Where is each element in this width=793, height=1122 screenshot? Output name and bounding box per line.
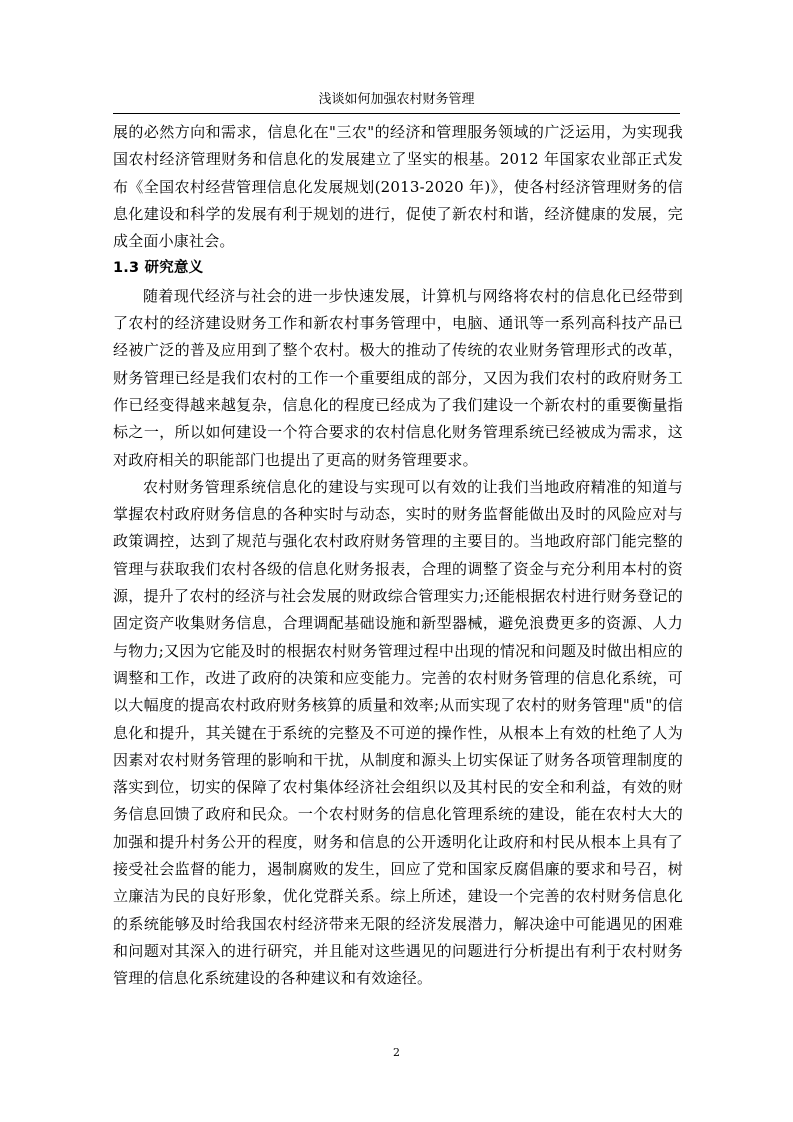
paragraph-continuation: 展的必然方向和需求，信息化在"三农"的经济和管理服务领域的广泛运用，为实现我国农村经济管理财务和信息化的发展建立了坚实的根基。2012 年国家农业部正式发布《全国农村经营管理信息化发展规划(2013-2020 年)》，使各村经济管理财务的信息化建设和科学的发展有利于规划的进行，促使了新农村和谐，经济健康的发展，完成全面小康社会。 <box>113 123 683 251</box>
running-header: 浅谈如何加强农村财务管理 <box>318 92 475 107</box>
document-body <box>113 119 683 993</box>
section-heading: 1.3 研究意义 <box>113 260 204 277</box>
page-number: 2 <box>393 1046 400 1059</box>
paragraph: 农村财务管理系统信息化的建设与实现可以有效的让我们当地政府精准的知道与掌握农村政府财务信息的各种实时与动态，实时的财务监督能做出及时的风险应对与政策调控，达到了规范与强化农村政府财务管理的主要目的。当地政府部门能完整的管理与获取我们农村各级的信息化财务报表，合理的调整了资金与充分利用本村的资源，提升了农村的经济与社会发展的财政综合管理实力;还能根据农村进行财务登记的固定资产收集财务信息，合理调配基础设施和新型器械，避免浪费更多的资源、人力与物力;又因为它能及时的根据农村财务管理过程中出现的情况和问题及时做出相应的调整和工作，改进了政府的决策和应变能力。完善的农村财务管理的信息化系统，可以大幅度的提高农村政府财务核算的质量和效率;从而实现了农村的财务管理"质"的信息化和提升，其关键在于系统的完整及不可逆的操作性，从根本上有效的杜绝了人为因素对农村财务管理的影响和干扰，从制度和源头上切实保证了财务各项管理制度的落实到位，切实的保障了农村集体经济社会组织以及其村民的安全和利益，有效的财务信息回馈了政府和民众。一个农村财务的信息化管理系统的建设，能在农村大大的加强和提升村务公开的程度，财务和信息的公开透明化让政府和村民从根本上具有了接受社会监督的能力，遏制腐败的发生，回应了党和国家反腐倡廉的要求和号召，树立廉洁为民的良好形象，优化党群关系。综上所述，建设一个完善的农村财务信息化的系统能够及时给我国农村经济带来无限的经济发展潜力，解决途中可能遇见的困难和问题对其深入的进行研究，并且能对这些遇见的问题进行分析提出有利于农村财务管理的信息化系统建设的各种建议和有效途径。 <box>113 477 683 988</box>
paragraph: 随着现代经济与社会的进一步快速发展，计算机与网络将农村的信息化已经带到了农村的经济建设财务工作和新农村事务管理中，电脑、通讯等一系列高科技产品已经被广泛的普及应用到了整个农村。极大的推动了传统的农业财务管理形式的改革，财务管理已经是我们农村的工作一个重要组成的部分，又因为我们农村的政府财务工作已经变得越来越复杂，信息化的程度已经成为了我们建设一个新农村的重要衡量指标之一，所以如何建设一个符合要求的农村信息化财务管理系统已经被成为需求，这对政府相关的职能部门也提出了更高的财务管理要求。 <box>113 286 683 469</box>
header-divider <box>113 113 680 114</box>
